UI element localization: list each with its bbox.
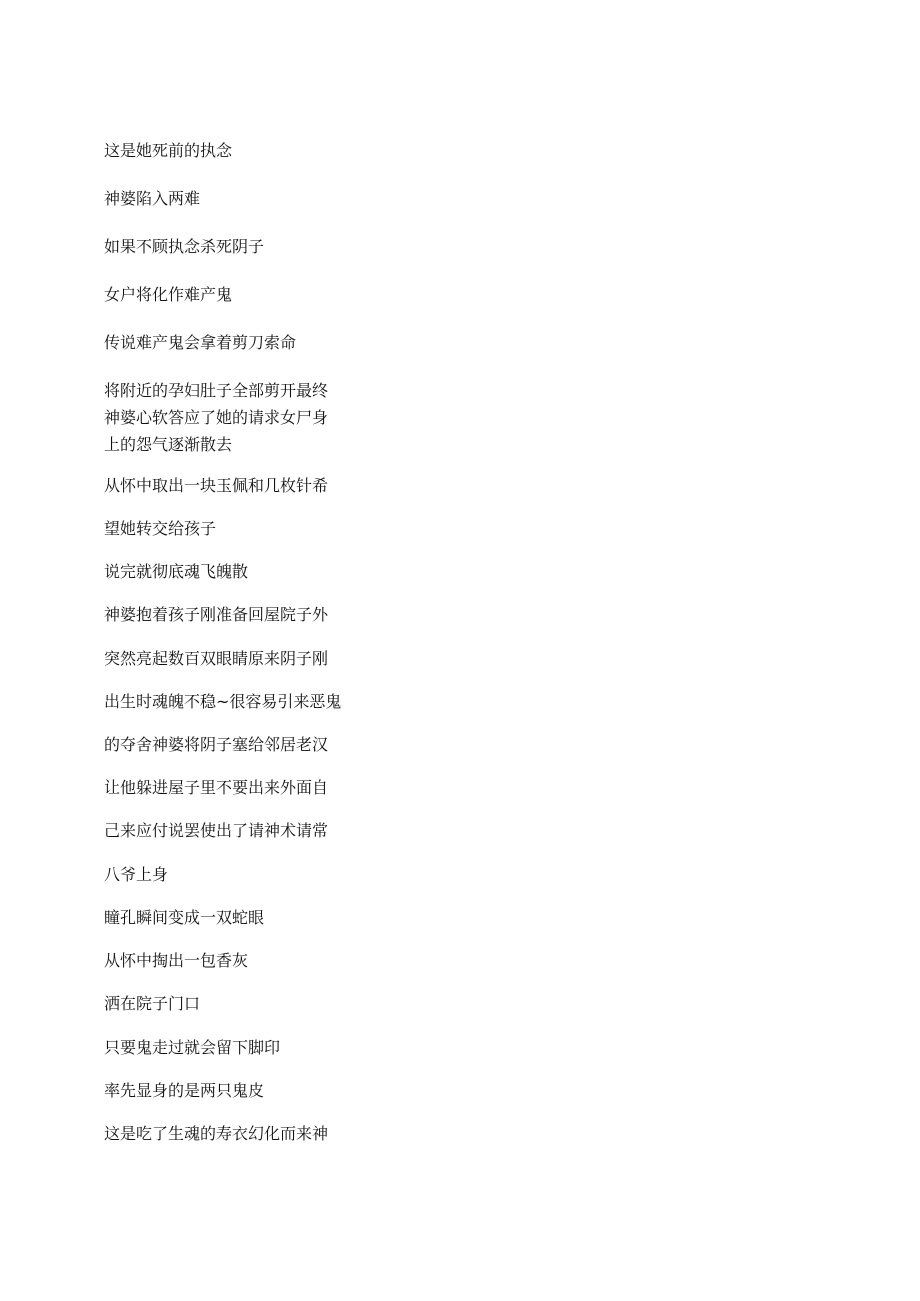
text-line-21: 洒在院子门口 <box>104 994 201 1013</box>
text-line-4: 女户将化作难产鬼 <box>104 285 233 304</box>
text-line-13: 突然亮起数百双眼睛原来阴子刚 <box>104 649 329 668</box>
text-line-7: 神婆心软答应了她的请求女尸身 <box>104 408 329 427</box>
text-line-5: 传说难产鬼会拿着剪刀索命 <box>104 333 297 352</box>
text-line-12: 神婆抱着孩子刚准备回屋院子外 <box>104 605 329 624</box>
text-line-6: 将附近的孕妇肚子全部剪开最终 <box>104 381 329 400</box>
text-line-20: 从怀中掏出一包香灰 <box>104 951 249 970</box>
text-line-24: 这是吃了生魂的寿衣幻化而来神 <box>104 1124 329 1143</box>
text-line-19: 瞳孔瞬间变成一双蛇眼 <box>104 908 265 927</box>
text-line-9: 从怀中取出一块玉佩和几枚针希 <box>104 476 329 495</box>
text-line-14: 出生时魂魄不稳~很容易引来恶鬼 <box>104 692 342 711</box>
text-line-23: 率先显身的是两只鬼皮 <box>104 1081 265 1100</box>
text-line-16: 让他躲进屋子里不要出来外面自 <box>104 778 329 797</box>
text-line-17: 己来应付说罢使出了请神术请常 <box>104 821 329 840</box>
text-line-3: 如果不顾执念杀死阴子 <box>104 237 265 256</box>
text-line-10: 望她转交给孩子 <box>104 519 217 538</box>
text-line-2: 神婆陷入两难 <box>104 189 201 208</box>
text-line-15: 的夺舍神婆将阴子塞给邻居老汉 <box>104 735 329 754</box>
text-line-1: 这是她死前的执念 <box>104 141 233 160</box>
text-line-8: 上的怨气逐渐散去 <box>104 435 233 454</box>
text-line-18: 八爷上身 <box>104 865 169 884</box>
text-line-22: 只要鬼走过就会留下脚印 <box>104 1038 281 1057</box>
text-line-11: 说完就彻底魂飞魄散 <box>104 562 249 581</box>
